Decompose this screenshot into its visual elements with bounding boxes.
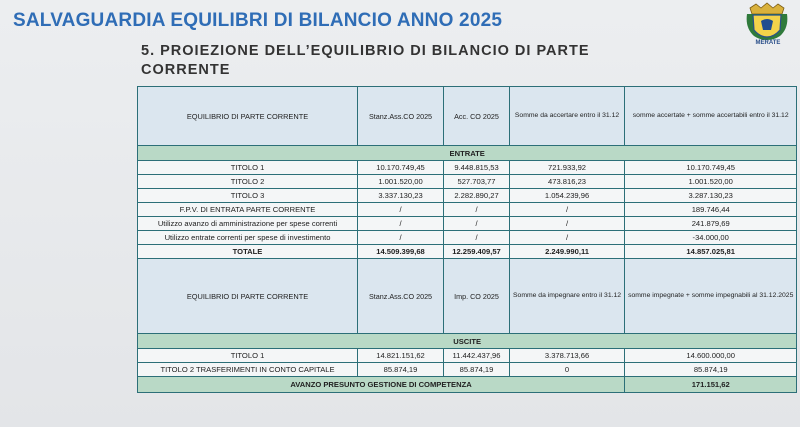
cell-value: 85.874,19 <box>625 363 797 377</box>
cell-value: 189.746,44 <box>625 203 797 217</box>
cell-value: 2.249.990,11 <box>510 245 625 259</box>
slide-subtitle: 5. PROIEZIONE DELL’EQUILIBRIO DI BILANCIO DI PARTE CORRENTE <box>141 43 590 78</box>
cell-value: / <box>358 203 444 217</box>
cell-value: 721.933,92 <box>510 161 625 175</box>
cell-value: / <box>358 217 444 231</box>
cell-value: / <box>358 231 444 245</box>
section-title: ENTRATE <box>138 146 797 161</box>
cell-value: 10.170.749,45 <box>625 161 797 175</box>
cell-value: 14.600.000,00 <box>625 349 797 363</box>
cell-value: / <box>444 203 510 217</box>
avanzo-value: 171.151,62 <box>625 377 797 393</box>
table-row <box>138 189 797 203</box>
cell-value: 0 <box>510 363 625 377</box>
total-label: TOTALE <box>138 245 358 259</box>
cell-value: 3.287.130,23 <box>625 189 797 203</box>
header-col1: Stanz.Ass.CO 2025 <box>358 87 444 146</box>
row-label: Utilizzo entrate correnti per spese di investimento <box>138 231 358 245</box>
coat-of-arms-icon <box>744 0 790 42</box>
cell-value: 11.442.437,96 <box>444 349 510 363</box>
header-col2: Acc. CO 2025 <box>444 87 510 146</box>
table-row <box>138 349 797 363</box>
cell-value: 473.816,23 <box>510 175 625 189</box>
logo-caption: MERATE <box>755 40 781 46</box>
cell-value: / <box>510 231 625 245</box>
cell-value: 14.821.151,62 <box>358 349 444 363</box>
uscite-header-row <box>138 259 797 334</box>
row-label: TITOLO 3 <box>138 189 358 203</box>
cell-value: 2.282.890,27 <box>444 189 510 203</box>
cell-value: / <box>510 203 625 217</box>
header-col1: Stanz.Ass.CO 2025 <box>358 259 444 334</box>
avanzo-label: AVANZO PRESUNTO GESTIONE DI COMPETENZA <box>138 377 625 393</box>
cell-value: 527.703,77 <box>444 175 510 189</box>
header-col3: Somme da accertare entro il 31.12 <box>514 112 620 119</box>
cell-value: 14.509.399,68 <box>358 245 444 259</box>
table-row <box>138 175 797 189</box>
header-label: EQUILIBRIO DI PARTE CORRENTE <box>138 259 358 334</box>
section-title: USCITE <box>138 334 797 349</box>
row-label: TITOLO 1 <box>138 161 358 175</box>
cell-value: / <box>444 231 510 245</box>
cell-value: / <box>510 217 625 231</box>
row-label: TITOLO 2 TRASFERIMENTI IN CONTO CAPITALE <box>138 363 358 377</box>
entrate-header-row <box>138 87 797 146</box>
header-col4: somme impegnate + somme impegnabili al 31.12.2025 <box>628 292 794 299</box>
cell-value: 1.054.239,96 <box>510 189 625 203</box>
cell-value: 12.259.409,57 <box>444 245 510 259</box>
header-label: EQUILIBRIO DI PARTE CORRENTE <box>138 87 358 146</box>
cell-value: / <box>444 217 510 231</box>
table-row <box>138 231 797 245</box>
cell-value: 9.448.815,53 <box>444 161 510 175</box>
cell-value: 1.001.520,00 <box>625 175 797 189</box>
entrate-section-row <box>138 146 797 161</box>
table-row <box>138 363 797 377</box>
row-label: TITOLO 1 <box>138 349 358 363</box>
table-row <box>138 203 797 217</box>
cell-value: 3.378.713,66 <box>510 349 625 363</box>
row-label: F.P.V. DI ENTRATA PARTE CORRENTE <box>138 203 358 217</box>
cell-value: 1.001.520,00 <box>358 175 444 189</box>
row-label: Utilizzo avanzo di amministrazione per spese correnti <box>138 217 358 231</box>
row-label: TITOLO 2 <box>138 175 358 189</box>
header-col3: Somme da impegnare entro il 31.12 <box>513 292 622 299</box>
budget-table <box>137 86 797 393</box>
avanzo-row <box>138 377 797 393</box>
cell-value: -34.000,00 <box>625 231 797 245</box>
cell-value: 85.874,19 <box>358 363 444 377</box>
header-col2: Imp. CO 2025 <box>444 259 510 334</box>
table-row <box>138 217 797 231</box>
slide-title: SALVAGUARDIA EQUILIBRI DI BILANCIO ANNO 2025 <box>13 10 503 31</box>
cell-value: 14.857.025,81 <box>625 245 797 259</box>
cell-value: 241.879,69 <box>625 217 797 231</box>
table-row <box>138 161 797 175</box>
cell-value: 3.337.130,23 <box>358 189 444 203</box>
cell-value: 85.874,19 <box>444 363 510 377</box>
entrate-total-row <box>138 245 797 259</box>
uscite-section-row <box>138 334 797 349</box>
header-col4: somme accertate + somme accertabili entro il 31.12 <box>632 112 789 119</box>
cell-value: 10.170.749,45 <box>358 161 444 175</box>
